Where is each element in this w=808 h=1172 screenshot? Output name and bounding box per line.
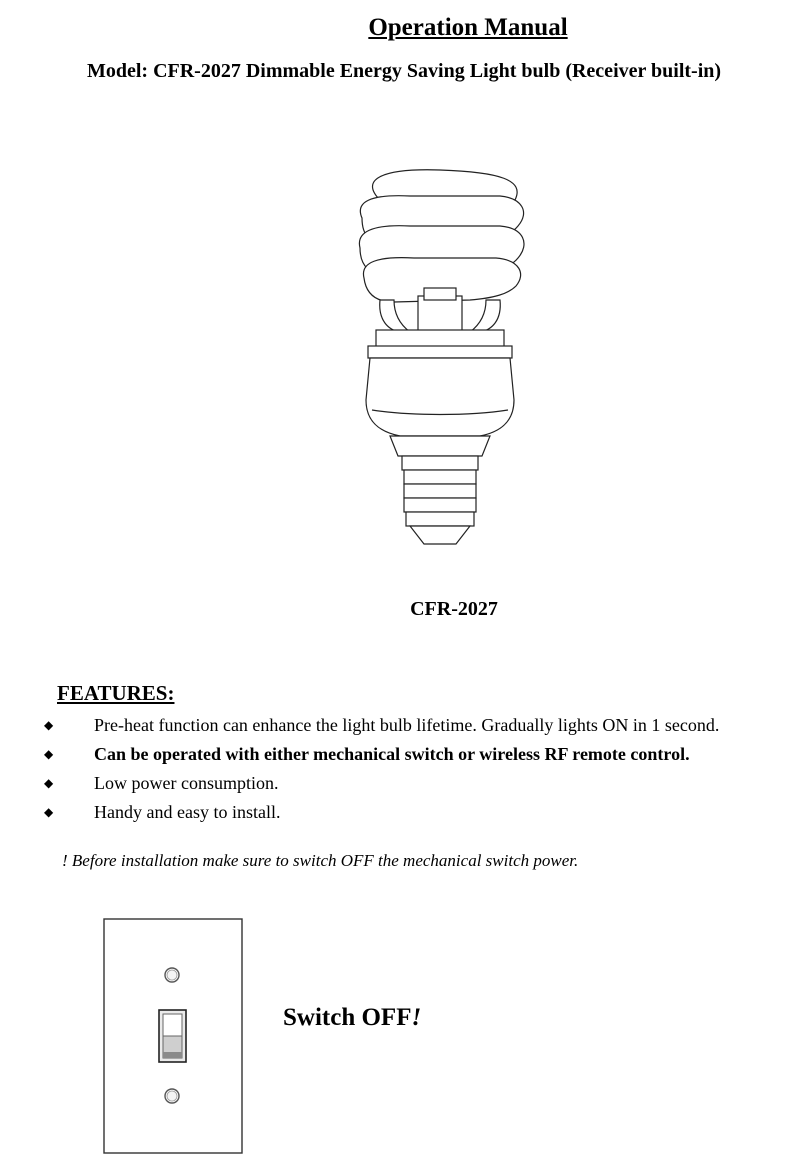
warning-mark: ! (62, 851, 68, 870)
diamond-bullet-icon: ◆ (44, 747, 54, 761)
figure-caption: CFR-2027 (410, 598, 498, 620)
feature-text: Handy and easy to install. (94, 802, 281, 822)
feature-text: Can be operated with either mechanical switch or wireless RF remote control. (94, 744, 690, 764)
list-item (44, 798, 719, 827)
features-heading: FEATURES: (57, 681, 175, 705)
model-subtitle: Model: CFR-2027 Dimmable Energy Saving Light bulb (Receiver built-in) (86, 60, 722, 82)
switch-off-label (283, 1004, 421, 1032)
feature-text: Pre-heat function can enhance the light bulb lifetime. Gradually lights ON in 1 second. (94, 715, 720, 735)
list-item (44, 769, 719, 798)
warning-text: Before installation make sure to switch OFF the mechanical switch power. (67, 851, 579, 870)
switch-off-exclaim: ! (411, 1004, 422, 1031)
spiral-light-bulb-icon (350, 160, 530, 550)
wall-switch-icon (103, 918, 243, 1154)
page-title: Operation Manual (368, 14, 568, 41)
switch-off-text: Switch OFF (283, 1004, 412, 1031)
features-list (44, 711, 719, 827)
list-item (44, 740, 719, 769)
feature-text: Low power consumption. (94, 773, 279, 793)
list-item (44, 711, 719, 740)
warning-note (62, 851, 578, 871)
diamond-bullet-icon: ◆ (44, 776, 54, 790)
diamond-bullet-icon: ◆ (44, 805, 54, 819)
diamond-bullet-icon: ◆ (44, 718, 54, 732)
